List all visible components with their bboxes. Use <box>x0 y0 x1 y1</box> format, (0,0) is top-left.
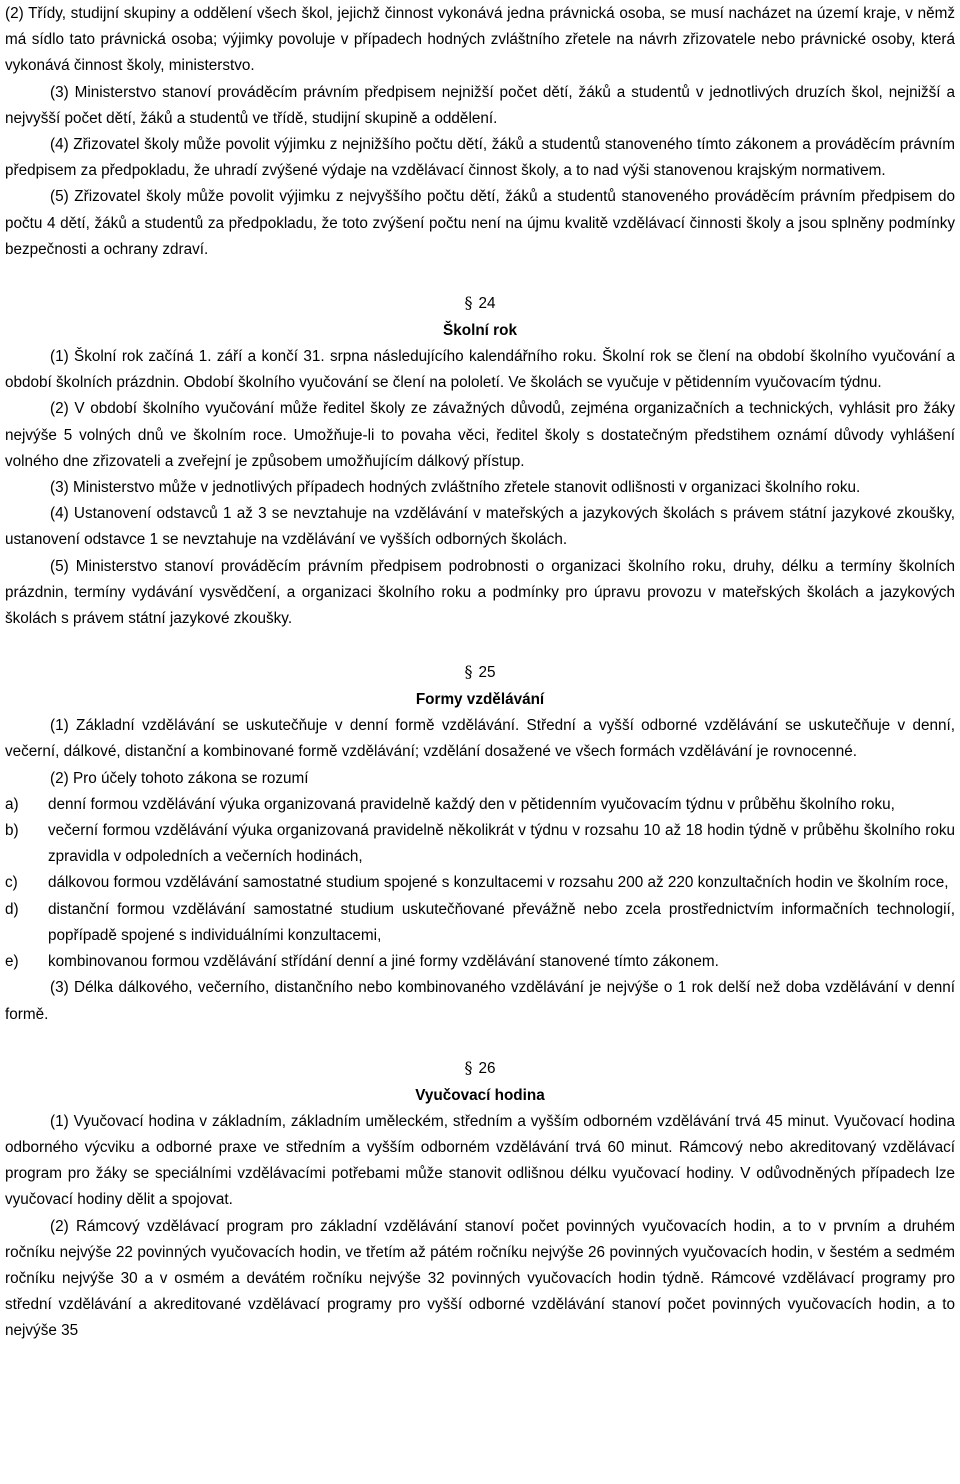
s24-paragraph-2: (2) V období školního vyučování může ředitel školy ze závažných důvodů, zejména organizačních a technických, vyhlásit pro žáky nejvýše 5 volných dnů ve školním roce. Umožňuje-li to povaha věci, ředitel školy s dostatečným předstihem oznámí důvody vyhlášení volného dne zřizovateli a zveřejní je způsobem umožňujícím dálkový přístup. <box>5 400 955 470</box>
list-item-text: dálkovou formou vzdělávání samostatné studium spojené s konzultacemi v rozsahu 200 až 220 konzultačních hodin ve školním roce, <box>48 874 949 892</box>
s25-paragraph-2: (2) Pro účely tohoto zákona se rozumí <box>50 769 309 787</box>
s24-paragraph-3: (3) Ministerstvo může v jednotlivých případech hodných zvláštního zřetele stanovit odlišnosti v organizaci školního roku. <box>50 479 861 497</box>
section-26-heading <box>5 1054 955 1109</box>
paragraph-5: (5) Zřizovatel školy může povolit výjimku z nejvyššího počtu dětí, žáků a studentů stanoveného prováděcím právním předpisem do počtu 4 dětí, žáků a studentů za předpokladu, že toto zvýšení počtu není na újmu kvalitě vzdělávací činnosti školy a jsou splněny podmínky bezpečnosti a ochrany zdraví. <box>5 188 955 258</box>
section-number <box>5 1054 955 1083</box>
s24-paragraph-4: (4) Ustanovení odstavců 1 až 3 se nevztahuje na vzdělávání v mateřských a jazykových školách s právem státní jazykové zkoušky, ustanovení odstavce 1 se nevztahuje na vzdělávání ve vyšších odborných školách. <box>5 505 955 549</box>
list-item-label: b) <box>5 822 19 840</box>
section-symbol: § <box>464 1057 473 1077</box>
list-item <box>5 792 955 818</box>
section-number <box>5 289 955 318</box>
list-item-text: denní formou vzdělávání výuka organizovaná pravidelně každý den v pětidenním vyučovacím týdnu v průběhu školního roku, <box>48 795 895 813</box>
section-25-title: Formy vzdělávání <box>415 691 545 709</box>
list-item-text: distanční formou vzdělávání samostatné studium uskutečňované převážně nebo zcela prostřednictvím informačních technologií, popřípadě spojené s individuálními konzultacemi, <box>48 900 955 944</box>
list-item <box>5 897 955 949</box>
paragraph-4: (4) Zřizovatel školy může povolit výjimku z nejnižšího počtu dětí, žáků a studentů stanoveného tímto zákonem a prováděcím právním předpisem za předpokladu, že uhradí zvýšené výdaje na vzdělávací činnost školy, a to nad výši stanovenou krajským normativem. <box>5 136 955 180</box>
list-item-label: e) <box>5 953 19 971</box>
list-item-label: d) <box>5 900 19 918</box>
list-item <box>5 949 955 975</box>
s25-paragraph-1: (1) Základní vzdělávání se uskutečňuje v denní formě vzdělávání. Střední a vyšší odborné vzdělávání se uskutečňuje v denní, večerní, dálkové, distanční a kombinované formě vzdělávání; vzdělání dosažené ve všech formách vzdělávání je rovnocenné. <box>5 717 955 761</box>
section-26-title: Vyučovací hodina <box>415 1086 545 1104</box>
section-number <box>5 658 955 687</box>
list-item-text: večerní formou vzdělávání výuka organizovaná pravidelně několikrát v týdnu v rozsahu 10 až 18 hodin týdně v průběhu školního roku zpravidla v odpoledních a večerních hodinách, <box>48 822 955 866</box>
list-item <box>5 870 955 896</box>
section-25-number: 25 <box>478 664 496 682</box>
list-item-label: c) <box>5 874 18 892</box>
section-24-heading <box>5 289 955 344</box>
list-item <box>5 818 955 870</box>
s26-paragraph-2: (2) Rámcový vzdělávací program pro základní vzdělávání stanoví počet povinných vyučovacích hodin, a to v prvním a druhém ročníku nejvýše 22 povinných vyučovacích hodin, ve třetím až pátém ročníku nejvýše 26 povinných vyučovacích hodin, v šestém a sedmém ročníku nejvýše 30 a v osmém a devátém ročníku nejvýše 32 povinných vyučovacích hodin týdně. Rámcové vzdělávací programy pro střední vzdělávání a akreditované vzdělávací programy pro vyšší odborné vzdělávání stanoví počet povinných vyučovacích hodin, a to nejvýše 35 <box>5 1217 955 1340</box>
list-item-label: a) <box>5 795 19 813</box>
section-26-number: 26 <box>478 1059 496 1077</box>
s24-paragraph-5: (5) Ministerstvo stanoví prováděcím právním předpisem podrobnosti o organizaci školního roku, druhy, délku a termíny školních prázdnin, termíny vydávání vysvědčení, a organizaci školního roku a podmínky pro úpravu provozu v mateřských školách a jazykových školách s právem státní jazykové zkoušky. <box>5 557 955 628</box>
section-25-heading <box>5 658 955 713</box>
s25-paragraph-3: (3) Délka dálkového, večerního, distančního nebo kombinovaného vzdělávání je nejvýše o 1 rok delší než doba vzdělávání v denní formě. <box>5 979 955 1023</box>
s26-paragraph-1: (1) Vyučovací hodina v základním, základním uměleckém, středním a vyšším odborném vzdělávání trvá 45 minut. Vyučovací hodina odborného výcviku a odborné praxe ve středním a vyšším odborném vzdělávání trvá 60 minut. Rámcový nebo akreditovaný vzdělávací program pro žáky se speciálními vzdělávacími potřebami může stanovit odlišnou délku vyučovací hodiny. V odůvodněných případech lze vyučovací hodiny dělit a spojovat. <box>5 1112 955 1209</box>
section-symbol: § <box>464 662 473 682</box>
paragraph-2: (2) Třídy, studijní skupiny a oddělení všech škol, jejichž činnost vykonává jedna právnická osoba, se musí nacházet na území kraje, v němž má sídlo tato právnická osoba; výjimky povoluje v případech hodných zvláštního zřetele na návrh zřizovatele nebo právnické osoby, která vykonává činnost školy, ministerstvo. <box>5 5 955 75</box>
paragraph-3: (3) Ministerstvo stanoví prováděcím právním předpisem nejnižší počet dětí, žáků a studentů v jednotlivých druzích škol, nejnižší a nejvyšší počet dětí, žáků a studentů ve třídě, studijní skupině a oddělení. <box>5 83 955 127</box>
section-24-number: 24 <box>478 295 496 313</box>
section-symbol: § <box>464 293 473 313</box>
s24-paragraph-1: (1) Školní rok začíná 1. září a končí 31. srpna následujícího kalendářního roku. Školní rok se člení na období školního vyučování a období školních prázdnin. Období školního vyučování se člení na pololetí. Ve školách se vyučuje v pětidenním vyučovacím týdnu. <box>5 348 955 392</box>
section-24-title: Školní rok <box>443 322 517 340</box>
list-item-text: kombinovanou formou vzdělávání střídání denní a jiné formy vzdělávání stanovené tímto zákonem. <box>48 953 719 971</box>
